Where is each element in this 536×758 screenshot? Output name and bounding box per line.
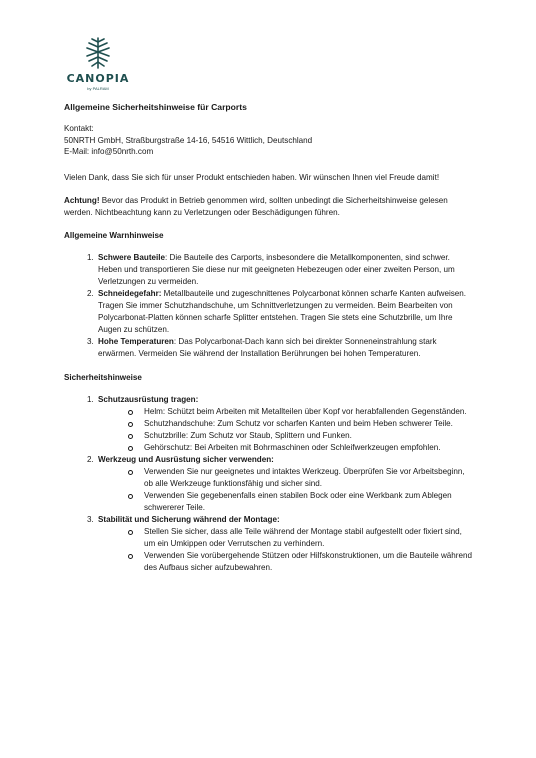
- sub-list-item: Schutzbrille: Zum Schutz vor Staub, Splittern und Funken.: [128, 430, 474, 442]
- list-item: [96, 252, 474, 288]
- contact-email: E-Mail: info@50nrth.com: [64, 147, 154, 156]
- sub-list-item: Schutzhandschuhe: Zum Schutz vor scharfen Kanten und beim Heben schwerer Teile.: [128, 418, 474, 430]
- canopia-leaf-icon: [85, 36, 111, 70]
- brand-subtitle: by PALRAM: [87, 86, 109, 91]
- item-title: Schneidegefahr:: [98, 288, 162, 298]
- sub-list: [98, 406, 474, 454]
- sub-list: [98, 526, 474, 574]
- brand-name: CANOPIA: [66, 72, 130, 85]
- list-item: [96, 288, 474, 336]
- sub-list: [98, 466, 474, 514]
- warning-paragraph: [64, 195, 474, 219]
- intro-text: Vielen Dank, dass Sie sich für unser Produkt entschieden haben. Wir wünschen Ihnen viel Freude damit!: [64, 172, 440, 182]
- group-title: Schutzausrüstung tragen:: [98, 394, 199, 404]
- warning-label: Achtung!: [64, 195, 100, 205]
- warnings-list: [64, 252, 474, 360]
- list-item: [96, 336, 474, 360]
- document-title: Allgemeine Sicherheitshinweise für Carports: [64, 102, 247, 112]
- contact-address: 50NRTH GmbH, Straßburgstraße 14-16, 54516 Wittlich, Deutschland: [64, 135, 313, 145]
- sub-list-item: Stellen Sie sicher, dass alle Teile während der Montage stabil aufgestellt oder fixiert sind, um ein Umkippen oder Verrutschen zu verhindern.: [128, 526, 474, 550]
- document-body: [64, 101, 474, 586]
- section-heading-warnings: Allgemeine Warnhinweise: [64, 230, 164, 240]
- sub-list-item: Verwenden Sie nur geeignetes und intaktes Werkzeug. Überprüfen Sie vor Arbeitsbeginn, ob alle Werkzeuge funktionsfähig und sicher sind.: [128, 466, 474, 490]
- item-text: : Die Bauteile des Carports, insbesondere die Metallkomponenten, sind schwer. Heben und transportieren Sie diese nur mit geeigneten Hebezeugen oder einer zweiten Person, um Verletzungen zu vermeiden.: [98, 252, 455, 286]
- item-title: Hohe Temperaturen: [98, 336, 174, 346]
- item-text: : Das Polycarbonat-Dach kann sich bei direkter Sonneneinstrahlung stark erwärmen. Vermeiden Sie während der Installation Berührungen bei hohen Temperaturen.: [98, 336, 437, 358]
- sub-list-item: Verwenden Sie vorübergehende Stützen oder Hilfskonstruktionen, um die Bauteile während des Aufbaus sicher aufzubewahren.: [128, 550, 474, 574]
- warning-text: Bevor das Produkt in Betrieb genommen wird, sollten unbedingt die Sicherheitshinweise gelesen werden. Nichtbeachtung kann zu Verletzungen oder Beschädigungen führen.: [64, 195, 448, 217]
- item-text: Metallbauteile und zugeschnittenes Polycarbonat können scharfe Kanten aufweisen. Tragen Sie immer Schutzhandschuhe, um Schnittverletzungen zu vermeiden. Beim Bearbeiten von Polycarbonat-Platten können scharfe Splitter entstehen. Tragen Sie stets eine Schutzbrille, um Ihre Augen zu schützen.: [98, 288, 467, 334]
- list-item: [96, 454, 474, 514]
- list-item: [96, 394, 474, 454]
- safety-list: [64, 394, 474, 574]
- sub-list-item: Helm: Schützt beim Arbeiten mit Metallteilen über Kopf vor herabfallenden Gegenständen.: [128, 406, 474, 418]
- group-title: Werkzeug und Ausrüstung sicher verwenden:: [98, 454, 274, 464]
- sub-list-item: Verwenden Sie gegebenenfalls einen stabilen Bock oder eine Werkbank zum Ablegen schwererer Teile.: [128, 490, 474, 514]
- group-title: Stabilität und Sicherung während der Montage:: [98, 514, 280, 524]
- sub-list-item: Gehörschutz: Bei Arbeiten mit Bohrmaschinen oder Schleifwerkzeugen empfohlen.: [128, 442, 474, 454]
- item-title: Schwere Bauteile: [98, 252, 166, 262]
- contact-block: [64, 123, 474, 158]
- contact-label: Kontakt:: [64, 124, 94, 133]
- list-item: [96, 514, 474, 574]
- section-heading-safety: Sicherheitshinweise: [64, 372, 142, 382]
